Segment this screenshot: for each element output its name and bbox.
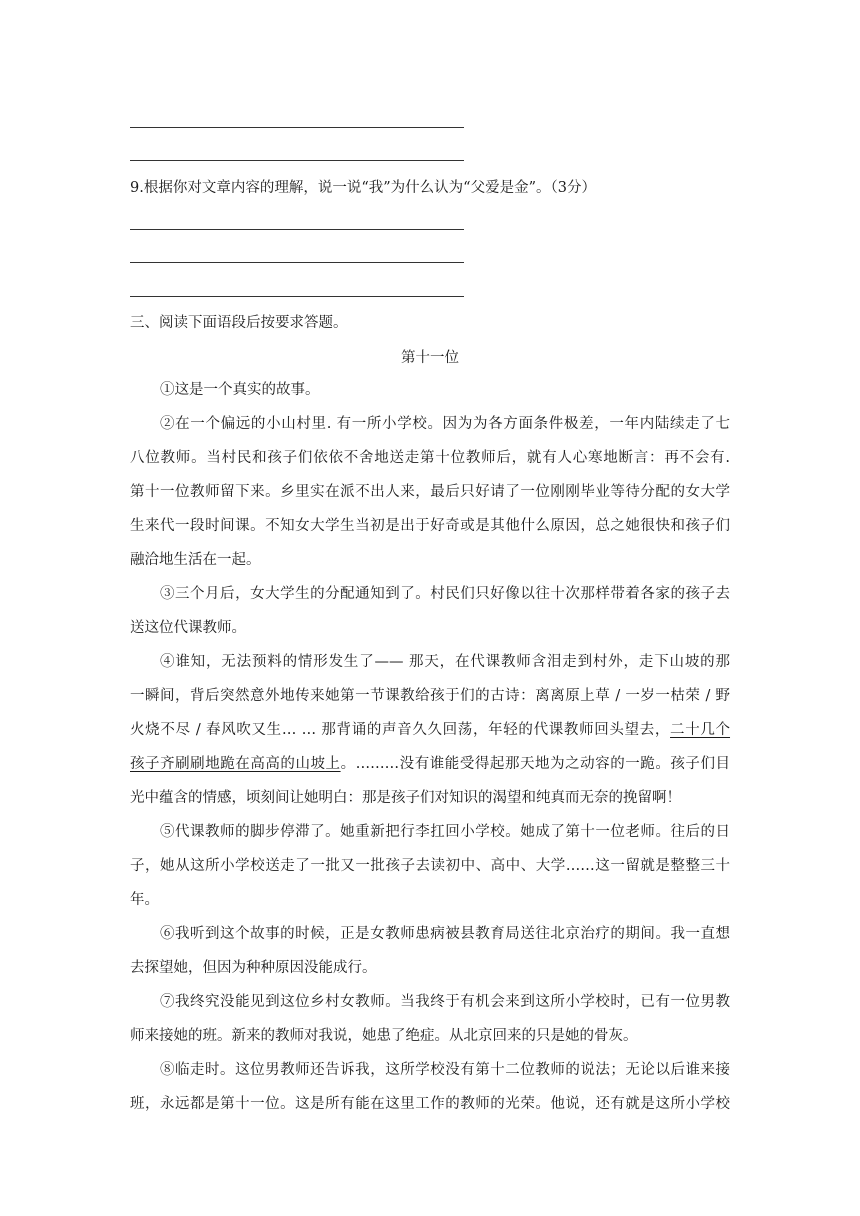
answer-line: [130, 160, 464, 161]
paragraph-5-line: ⑤代课教师的脚步停滞了。她重新把行李扛回小学校。她成了第十一位老师。往后的日: [160, 824, 730, 840]
paragraph-4-line: [130, 720, 730, 740]
answer-line: [130, 229, 464, 230]
paragraph-7-line: ⑦我终究没能见到这位乡村女教师。当我终于有机会来到这所小学校时，已有一位男教: [160, 994, 730, 1010]
paragraph-2-line: ②在一个偏远的小山村里. 有一所小学校。因为为各方面条件极差，一年内陆续走了七: [160, 416, 730, 432]
section-heading: 三、阅读下面语段后按要求答题。: [130, 315, 348, 331]
answer-line: [130, 127, 464, 128]
paragraph-2-line: 融洽地生活在一起。: [130, 552, 261, 568]
paragraph-7-line: 师来接她的班。新来的教师对我说，她患了绝症。从北京回来的只是她的骨灰。: [130, 1028, 638, 1044]
question-9: 9.根据你对文章内容的理解，说一说“我”为什么认为“父爱是金”。（3分）: [130, 180, 596, 196]
passage-title: 第十一位: [401, 350, 459, 366]
paragraph-4-line: ④谁知，无法预料的情形发生了—— 那天，在代课教师含泪走到村外，走下山坡的那: [160, 654, 730, 670]
paragraph-5-line: 年。: [130, 892, 159, 908]
paragraph-5-line: 子，她从这所小学校送走了一批又一批孩子去读初中、高中、大学……这一留就是整整三十: [130, 858, 730, 874]
paragraph-2-line: 八位教师。当村民和孩子们依依不舍地送走第十位教师后，就有人心寒地断言：再不会有.: [130, 450, 730, 466]
paragraph-2-line: 生来代一段时间课。不知女大学生当初是出于好奇或是其他什么原因，总之她很快和孩子们: [130, 518, 730, 534]
paragraph-4-text: 。………没有谁能受得起那天地为之动容的一跪。孩子们目: [340, 756, 731, 772]
underlined-phrase: 二十几个: [670, 722, 731, 738]
paragraph-2-line: 第十一位教师留下来。乡里实在派不出人来，最后只好请了一位刚刚毕业等待分配的女大学: [130, 484, 730, 500]
underlined-phrase: 孩子齐刷刷地跪在高高的山坡上: [130, 756, 341, 772]
paragraph-4-line: 光中蕴含的情感，顷刻间让她明白：那是孩子们对知识的渴望和纯真而无奈的挽留啊！: [130, 790, 681, 806]
paragraph-6-line: ⑥我听到这个故事的时候，正是女教师患病被县教育局送往北京治疗的期间。我一直想: [160, 926, 730, 942]
paragraph-6-line: 去探望她，但因为种种原因没能成行。: [130, 960, 377, 976]
paragraph-8-line: ⑧临走时。这位男教师还告诉我，这所学校没有第十二位教师的说法；无论以后谁来接: [160, 1062, 730, 1078]
paragraph-3-line: 送这位代课教师。: [130, 620, 246, 636]
paragraph-3-line: ③三个月后，女大学生的分配通知到了。村民们只好像以往十次那样带着各家的孩子去: [160, 586, 730, 602]
paragraph-4-line: 一瞬间，背后突然意外地传来她第一节课教给孩于们的古诗：离离原上草 / 一岁一枯荣 / 野: [130, 688, 730, 704]
paragraph-4-text: 火烧不尽 / 春风吹又生… … 那背诵的声音久久回荡，年轻的代课教师回头望去，: [130, 722, 671, 738]
paragraph-4-line: [130, 754, 730, 774]
answer-line: [130, 262, 464, 263]
paragraph-1: ①这是一个真实的故事。: [160, 382, 320, 398]
answer-line: [130, 296, 464, 297]
paragraph-8-line: 班，永远都是第十一位。这是所有能在这里工作的教师的光荣。他说，还有就是这所小学校: [130, 1096, 730, 1112]
